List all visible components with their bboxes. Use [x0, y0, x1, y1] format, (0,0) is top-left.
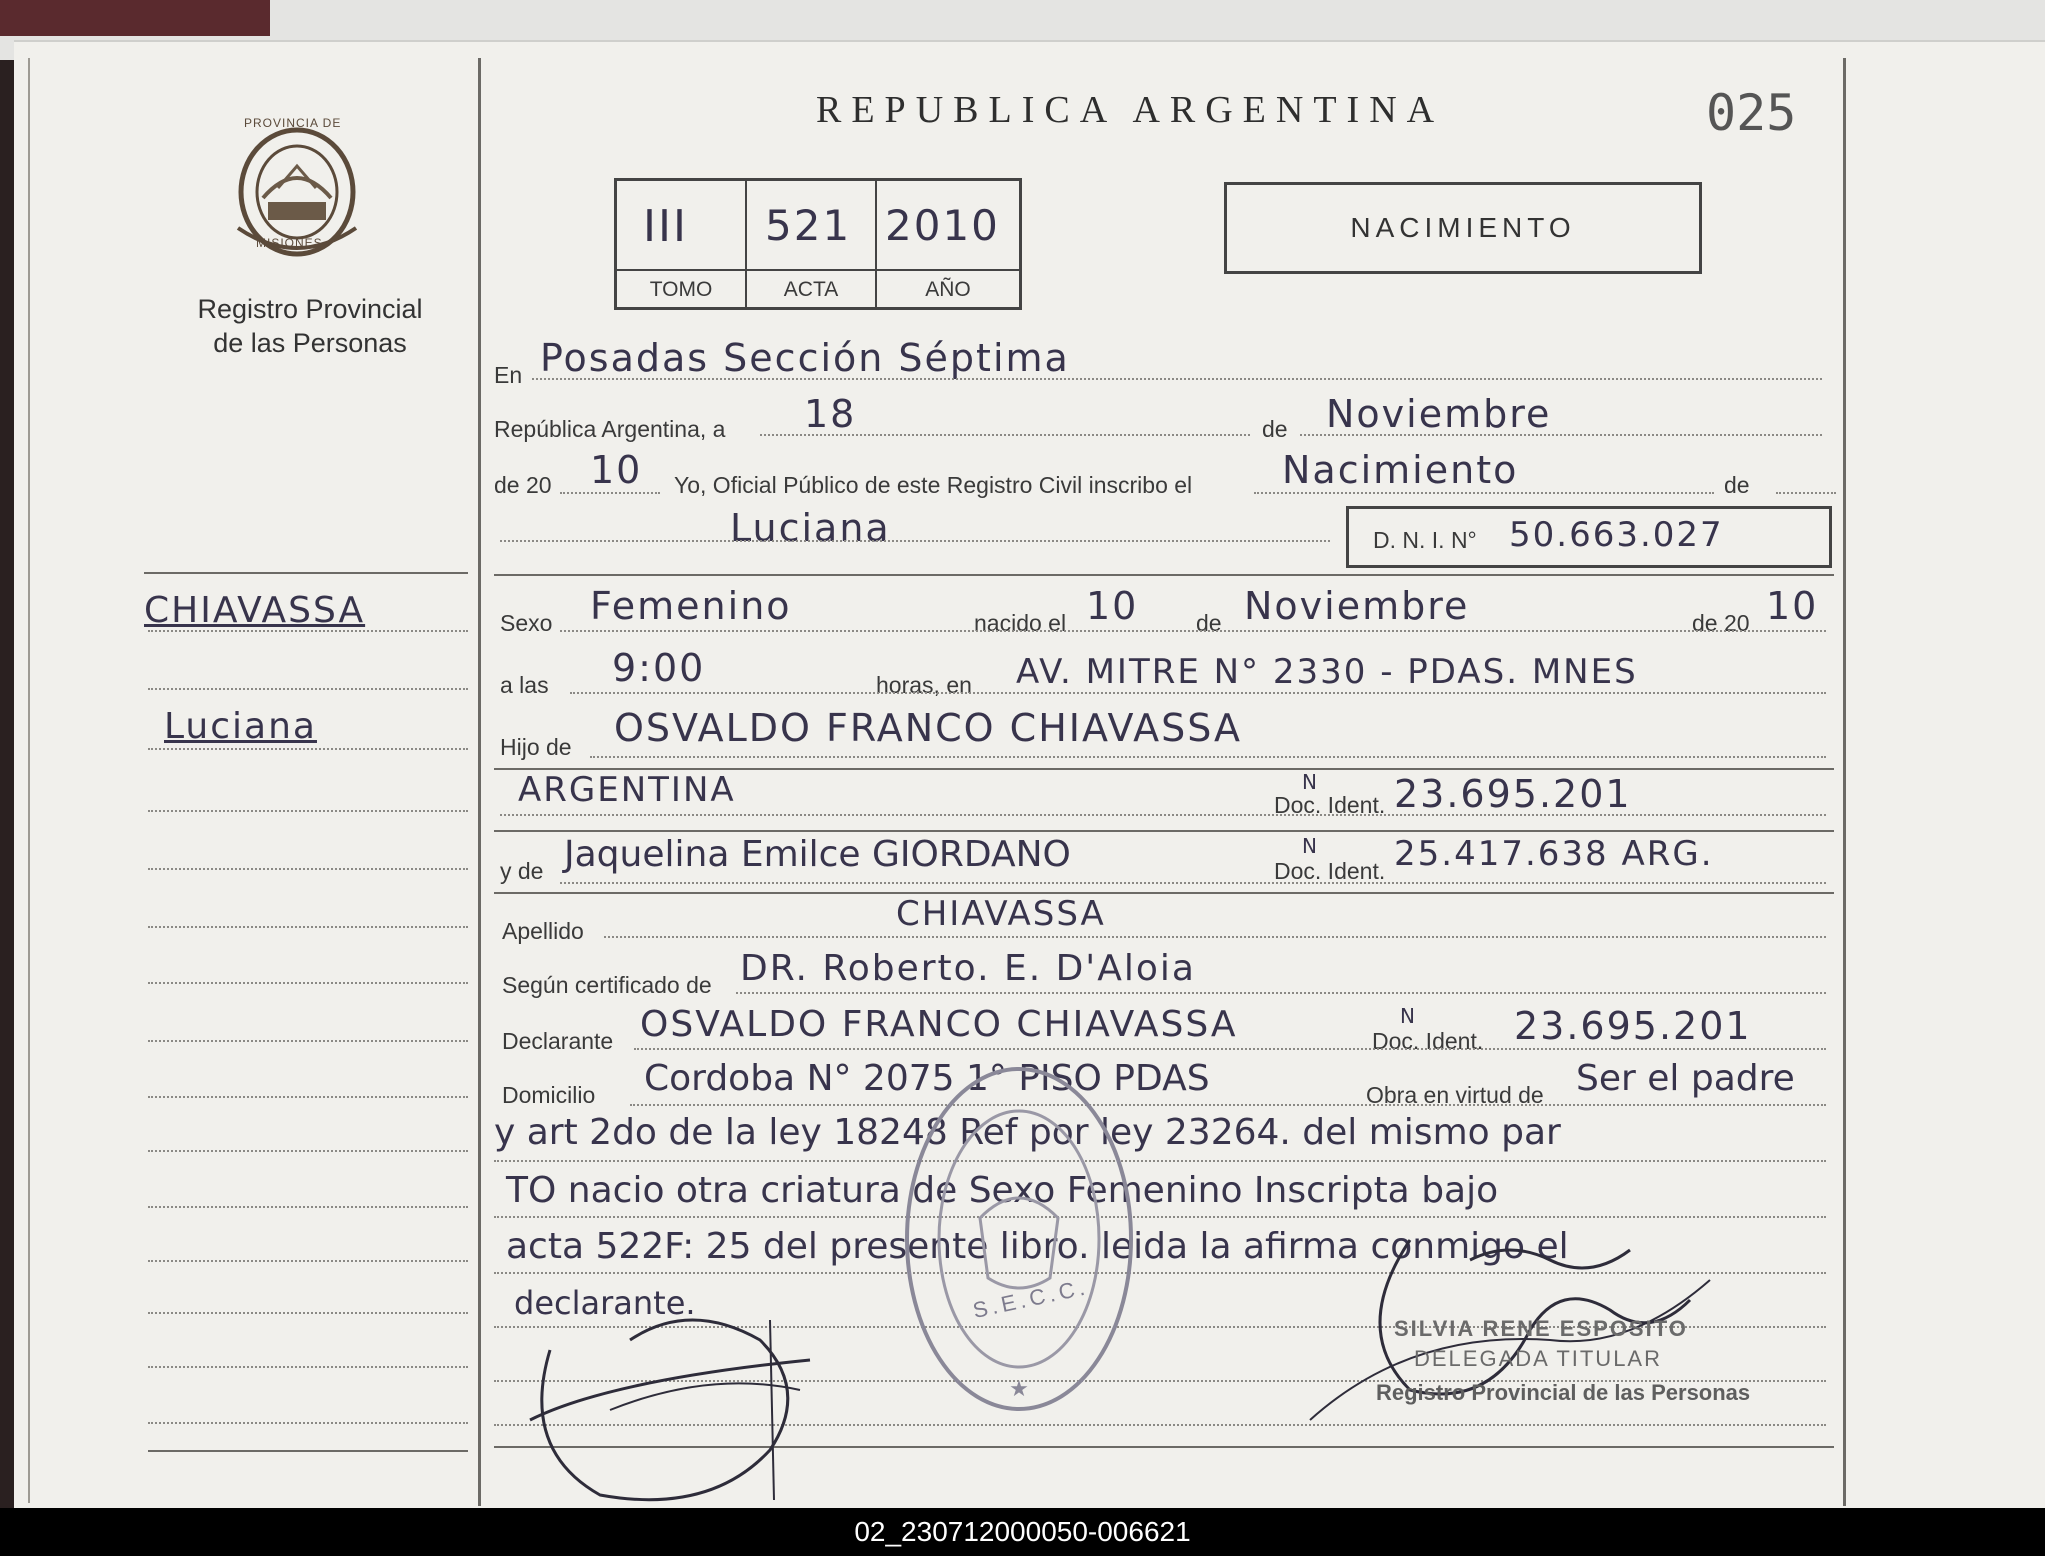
svg-text:★: ★ — [1009, 1377, 1029, 1402]
surname-line — [604, 936, 1826, 938]
sex-value: Femenino — [590, 584, 792, 628]
registry-name-line1: Registro Provincial — [197, 294, 423, 324]
declarant-doc-n-mark: N — [1400, 1004, 1417, 1028]
tomo-cell — [617, 181, 747, 269]
margin-line — [148, 926, 468, 928]
registration-box — [614, 178, 1022, 310]
de-line — [1776, 492, 1836, 494]
declarant-doc-label: Doc. Ident. — [1372, 1028, 1484, 1054]
margin-line — [148, 810, 468, 812]
time-line — [570, 692, 1826, 694]
certificado-label: Según certificado de — [502, 972, 712, 998]
declarant-line — [634, 1048, 1826, 1050]
father-doc-n-mark: N — [1302, 770, 1319, 794]
tomo-label: TOMO — [617, 269, 747, 309]
declarante-label: Declarante — [502, 1028, 614, 1054]
margin-line — [148, 1150, 468, 1152]
place-line — [532, 378, 1822, 380]
tomo-value: III — [643, 201, 688, 252]
section-divider — [494, 830, 1834, 832]
de-label: de — [1262, 416, 1288, 442]
margin-line — [148, 868, 468, 870]
place-value: Posadas Sección Séptima — [540, 336, 1070, 380]
birth-day-value: 10 — [1086, 584, 1139, 628]
act-type-value: Nacimiento — [1282, 448, 1519, 492]
margin-line — [148, 630, 468, 632]
dni-value: 50.663.027 — [1509, 515, 1724, 555]
month-value: Noviembre — [1326, 392, 1552, 436]
stamp-text: S.E.C.C. — [970, 1274, 1091, 1323]
left-margin-panel — [28, 58, 476, 1503]
seal-text-bottom: MISIONES — [256, 236, 323, 250]
mother-line — [560, 882, 1826, 884]
mother-value: Jaquelina Emilce GIORDANO — [564, 834, 1071, 875]
section-divider — [494, 574, 1834, 576]
hijo-label: Hijo de — [500, 734, 572, 760]
margin-line — [148, 1096, 468, 1098]
margin-line — [148, 982, 468, 984]
yde-label: y de — [500, 858, 544, 884]
de20-label-2: de 20 — [1692, 610, 1750, 636]
father-doc-label: Doc. Ident. — [1274, 792, 1386, 818]
acta-value: 521 — [765, 201, 852, 250]
child-name-value: Luciana — [730, 506, 891, 550]
margin-line — [148, 1366, 468, 1368]
alas-label: a las — [500, 672, 549, 698]
nationality-line — [500, 814, 1826, 816]
father-line — [590, 756, 1826, 758]
acta-label: ACTA — [747, 269, 877, 309]
certifier-line — [736, 992, 1826, 994]
dni-box — [1346, 506, 1832, 568]
domicilio-label: Domicilio — [502, 1082, 596, 1108]
image-id-footer: 02_230712000050-006621 — [0, 1508, 2045, 1556]
margin-line — [148, 1312, 468, 1314]
day-value: 18 — [804, 392, 857, 436]
mother-doc-n-mark: N — [1302, 834, 1319, 858]
mother-doc-value: 25.417.638 ARG. — [1394, 834, 1714, 874]
de-label-3: de — [1196, 610, 1222, 636]
anio-cell — [877, 181, 1019, 269]
certifier-value: DR. Roberto. E. D'Aloia — [740, 948, 1196, 989]
margin-given-name: Luciana — [164, 706, 317, 747]
signer-name: SILVIA RENE ESPOSITO — [1394, 1316, 1688, 1341]
margin-line — [148, 1260, 468, 1262]
mother-doc-label: Doc. Ident. — [1274, 858, 1386, 884]
address-line — [630, 1104, 1826, 1106]
nacido-label: nacido el — [974, 610, 1067, 636]
declarant-signature-icon — [510, 1300, 840, 1510]
legal-line — [494, 1216, 1826, 1218]
time-value: 9:00 — [612, 646, 706, 690]
margin-divider-bottom — [148, 1450, 468, 1452]
margin-line — [148, 1206, 468, 1208]
act-type-line — [1254, 492, 1714, 494]
anio-value: 2010 — [885, 201, 1000, 250]
republica-label: República Argentina, a — [494, 416, 726, 442]
father-doc-value: 23.695.201 — [1394, 772, 1632, 816]
declarant-value: OSVALDO FRANCO CHIAVASSA — [640, 1004, 1238, 1045]
legal-text-line5: declarante. — [514, 1284, 696, 1322]
year-suffix-value: 10 — [590, 448, 643, 492]
legal-text-line1: Ser el padre — [1576, 1058, 1795, 1099]
country-title: REPUBLICA ARGENTINA — [816, 89, 1445, 131]
signer-registry: Registro Provincial de las Personas — [1376, 1380, 1751, 1405]
margin-surname: CHIAVASSA — [144, 590, 366, 631]
year-line — [560, 492, 660, 494]
acta-cell — [747, 181, 877, 269]
father-nationality-value: ARGENTINA — [518, 770, 736, 810]
section-divider — [494, 892, 1834, 894]
oficial-text: Yo, Oficial Público de este Registro Civil inscribo el — [674, 472, 1193, 498]
legal-text-line4: acta 522F: 25 del presente libro. leida la afirma conmigo el — [506, 1226, 1569, 1267]
surname-value: CHIAVASSA — [896, 894, 1106, 934]
margin-line — [148, 688, 468, 690]
legal-text-line3: TO nacio otra criatura de Sexo Femenino Inscripta bajo — [506, 1170, 1499, 1211]
margin-line — [148, 1422, 468, 1424]
registry-name — [170, 292, 450, 360]
legal-line — [494, 1160, 1826, 1162]
seal-text-top: PROVINCIA DE — [244, 116, 342, 130]
margin-divider-top — [144, 572, 468, 574]
address-value: Cordoba N° 2075 1° PISO PDAS — [644, 1058, 1210, 1099]
legal-text-line2: y art 2do de la ley 18248 Ref por ley 23264. del mismo par — [494, 1112, 1561, 1153]
anio-label: AÑO — [877, 269, 1019, 309]
month-line — [1300, 434, 1822, 436]
obra-label: Obra en virtud de — [1366, 1082, 1544, 1108]
document-number: 025 — [1706, 84, 1797, 142]
dni-label: D. N. I. N° — [1373, 527, 1477, 553]
sexo-label: Sexo — [500, 610, 553, 636]
child-name-line — [500, 540, 1330, 542]
horas-label: horas, en — [876, 672, 972, 698]
day-line — [760, 434, 1250, 436]
sex-line — [560, 630, 1826, 632]
record-type-box: NACIMIENTO — [1224, 182, 1702, 274]
de-label-2: de — [1724, 472, 1750, 498]
birth-month-value: Noviembre — [1244, 584, 1470, 628]
birth-place-value: AV. MITRE N° 2330 - PDAS. MNES — [1016, 652, 1638, 692]
apellido-label: Apellido — [502, 918, 584, 944]
birth-year-suffix-value: 10 — [1766, 584, 1819, 628]
margin-line — [148, 748, 468, 750]
book-cover-corner — [0, 0, 270, 36]
official-stamp-icon — [900, 1058, 1138, 1420]
declarant-doc-value: 23.695.201 — [1514, 1004, 1752, 1048]
signer-title: DELEGADA TITULAR — [1414, 1346, 1662, 1371]
de20-label: de 20 — [494, 472, 552, 498]
father-value: OSVALDO FRANCO CHIAVASSA — [614, 706, 1243, 750]
margin-line — [148, 1040, 468, 1042]
registry-name-line2: de las Personas — [213, 328, 407, 358]
en-label: En — [494, 362, 523, 388]
